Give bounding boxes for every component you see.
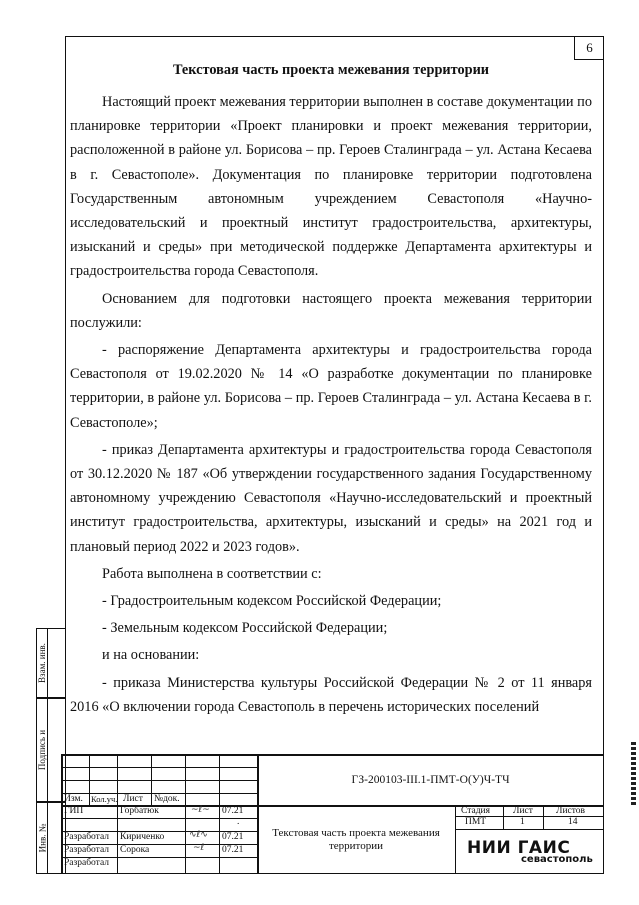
row-role: Разработал [64,858,109,868]
document-code: ГЗ-200103-III.1-ПМТ-О(У)Ч-ТЧ [351,773,510,786]
paragraph: Настоящий проект межевания территории выполнен в составе документации по планировке территории «Проект планировки и проект межевания территории, расположенной в районе ул. Борисова – пр. Героев Сталинграда – ул. Астана Кесаева в г. Севастополе». Документация по планировке территории подготовлена Государственным автономным учреждением Севастополя «Научно-исследовательский и проектный институт градостроительства, архитектуры, изысканий и среды» при методической поддержке Департамента архитектуры и градостроительства города Севастополя. [70,94,592,280]
organization-logo [461,838,601,872]
header-ndok: №док. [154,794,180,804]
document-name: Текстовая часть проекта межевания территории [272,826,440,852]
title-block [61,754,604,874]
row-role: ГИП [64,806,84,816]
list-item: - приказа Министерства культуры Российской Федерации № 2 от 11 января 2016 «О включении города Севастополь в перечень исторических поселений [70,674,592,715]
margin-strip-vzam [36,628,66,698]
paragraph: Работа выполнена в соответствии с: [102,565,322,582]
logo-main-text: НИИ ГАИС [467,838,571,858]
header-list: Лист [123,794,143,804]
page-number: 6 [574,36,604,60]
signature-mark: ~ℓ [193,843,205,853]
row-date: 07.21 [222,806,244,816]
row-name: Горбатюк [120,806,159,816]
stage-value: ПМТ [465,817,487,827]
document-title: Текстовая часть проекта межевания территории [172,62,490,78]
dot-mark: . [237,817,240,827]
margin-label-inv-no: Инв. № [37,823,47,853]
sheet-value: 1 [520,817,525,827]
sheets-header: Листов [556,806,586,816]
logo-sub-text: севастополь [521,854,593,865]
header-izm: Изм. [64,794,83,804]
scan-edge-mark [631,742,636,806]
list-item: - приказ Департамента архитектуры и градостроительства города Севастополя от 30.12.2020 № 187 «Об утверждении государственного задания Государственному автономному учреждению Севастополя «Научно-исследовательский и проектный институт градостроительства, архитектуры, изысканий и среды» на 2021 год и плановый период 2022 и 2023 годов». [70,441,592,555]
document-body [70,58,592,719]
paragraph: и на основании: [102,647,200,664]
sheets-value: 14 [568,817,578,827]
signature-mark: ∿ℓ∿ [189,830,208,840]
row-role: Разработал [64,845,109,855]
paragraph: Основанием для подготовки настоящего проекта межевания территории послужили: [70,290,592,331]
header-kol-uch: Кол.уч. [91,794,118,804]
list-item: - Градостроительным кодексом Российской Федерации; [102,593,442,610]
margin-label-podpis: Подпись и [37,729,47,771]
row-name: Сорока [120,845,150,855]
list-item: - распоряжение Департамента архитектуры и градостроительства города Севастополя от 19.02.2020 № 14 «О разработке документации по планировке территории, в районе ул. Борисова – пр. Героев Сталинграда – ул. Астана Кесаева в г. Севастополе»; [70,342,592,431]
row-name: Кириченко [120,832,165,842]
row-date: 07.21 [222,832,244,842]
stage-header: Стадия [461,806,490,816]
signature-mark: ~ℓ~ [191,805,210,815]
row-role: Разработал [64,832,109,842]
sheet-header: Лист [513,806,533,816]
row-date: 07.21 [222,845,244,855]
margin-label-vzam-inv: Взам. инв. [37,643,48,683]
list-item: - Земельным кодексом Российской Федерации; [102,620,388,637]
